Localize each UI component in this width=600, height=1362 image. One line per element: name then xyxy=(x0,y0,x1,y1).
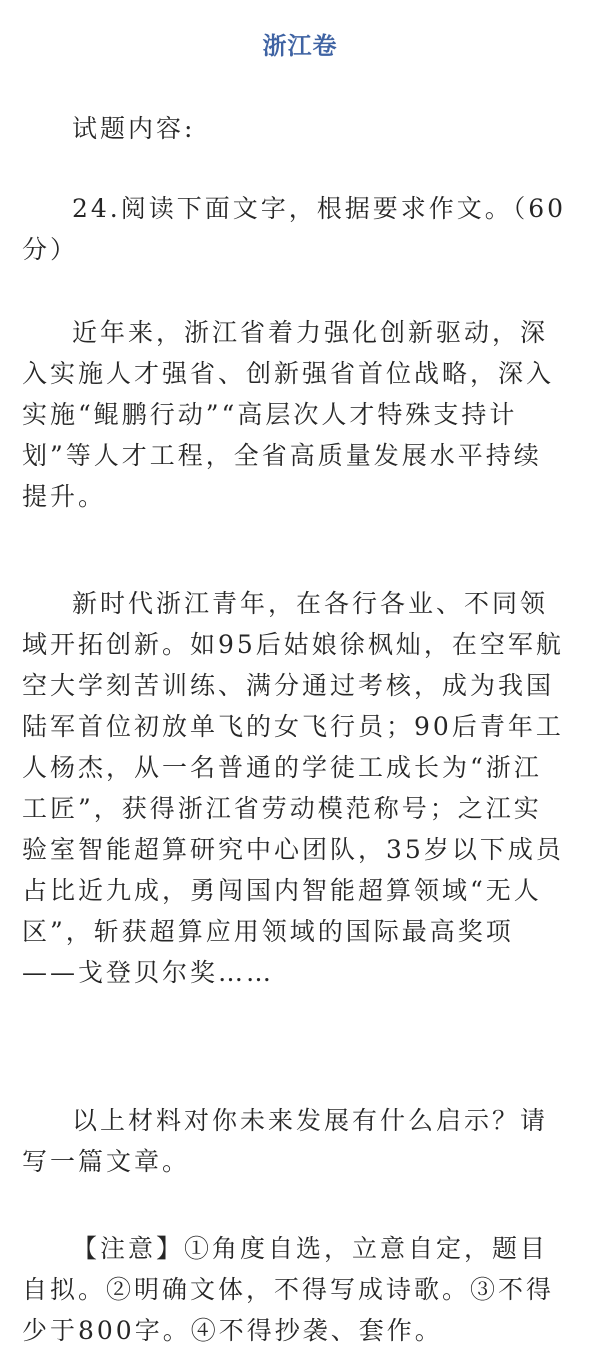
page-title: 浙江卷 xyxy=(262,31,338,60)
paragraph-1-line: 实施“鲲鹏行动”“高层次人才特殊支持计 xyxy=(22,400,518,429)
notice-line: 少于800字。④不得抄袭、套作。 xyxy=(22,1316,443,1345)
paragraph-2-line: 域开拓创新。如95后姑娘徐枫灿，在空军航 xyxy=(22,630,564,659)
paragraph-1-line: 入实施人才强省、创新强省首位战略，深入 xyxy=(22,359,555,388)
question-line-1: 24.阅读下面文字，根据要求作文。（60 xyxy=(72,194,567,223)
paragraph-3-line: 写一篇文章。 xyxy=(22,1147,191,1176)
paragraph-2-line: 陆军首位初放单飞的女飞行员；90后青年工 xyxy=(22,712,564,741)
notice-line: 自拟。②明确文体，不得写成诗歌。③不得 xyxy=(22,1275,555,1304)
paragraph-3 xyxy=(22,1100,584,1182)
paragraph-2 xyxy=(22,583,584,993)
section-label: 试题内容: xyxy=(72,114,196,143)
paragraph-2-line: 验室智能超算研究中心团队，35岁以下成员 xyxy=(22,835,564,864)
paragraph-1-line: 划”等人才工程，全省高质量发展水平持续 xyxy=(22,441,542,470)
paragraph-1 xyxy=(22,312,584,517)
paragraph-2-line: 工匠”，获得浙江省劳动模范称号；之江实 xyxy=(22,794,542,823)
question-prompt xyxy=(22,188,584,270)
paragraph-2-line: 区”，斩获超算应用领域的国际最高奖项 xyxy=(22,917,514,946)
question-line-2: 分） xyxy=(22,235,79,264)
paragraph-2-line: 空大学刻苦训练、满分通过考核，成为我国 xyxy=(22,671,555,700)
paragraph-1-line: 近年来，浙江省着力强化创新驱动，深 xyxy=(72,318,549,347)
paragraph-3-line: 以上材料对你未来发展有什么启示？请 xyxy=(72,1106,549,1135)
notice-line: 【注意】①角度自选，立意自定，题目 xyxy=(72,1234,549,1263)
paragraph-2-line: 人杨杰，从一名普通的学徒工成长为“浙江 xyxy=(22,753,542,782)
paragraph-2-line: 占比近九成，勇闯国内智能超算领域“无人 xyxy=(22,876,542,905)
paragraph-1-line: 提升。 xyxy=(22,482,107,511)
notice-block xyxy=(22,1228,584,1351)
paragraph-2-line: ——戈登贝尔奖…… xyxy=(22,958,275,987)
paragraph-2-line: 新时代浙江青年，在各行各业、不同领 xyxy=(72,589,549,618)
section-label-block xyxy=(22,108,584,149)
